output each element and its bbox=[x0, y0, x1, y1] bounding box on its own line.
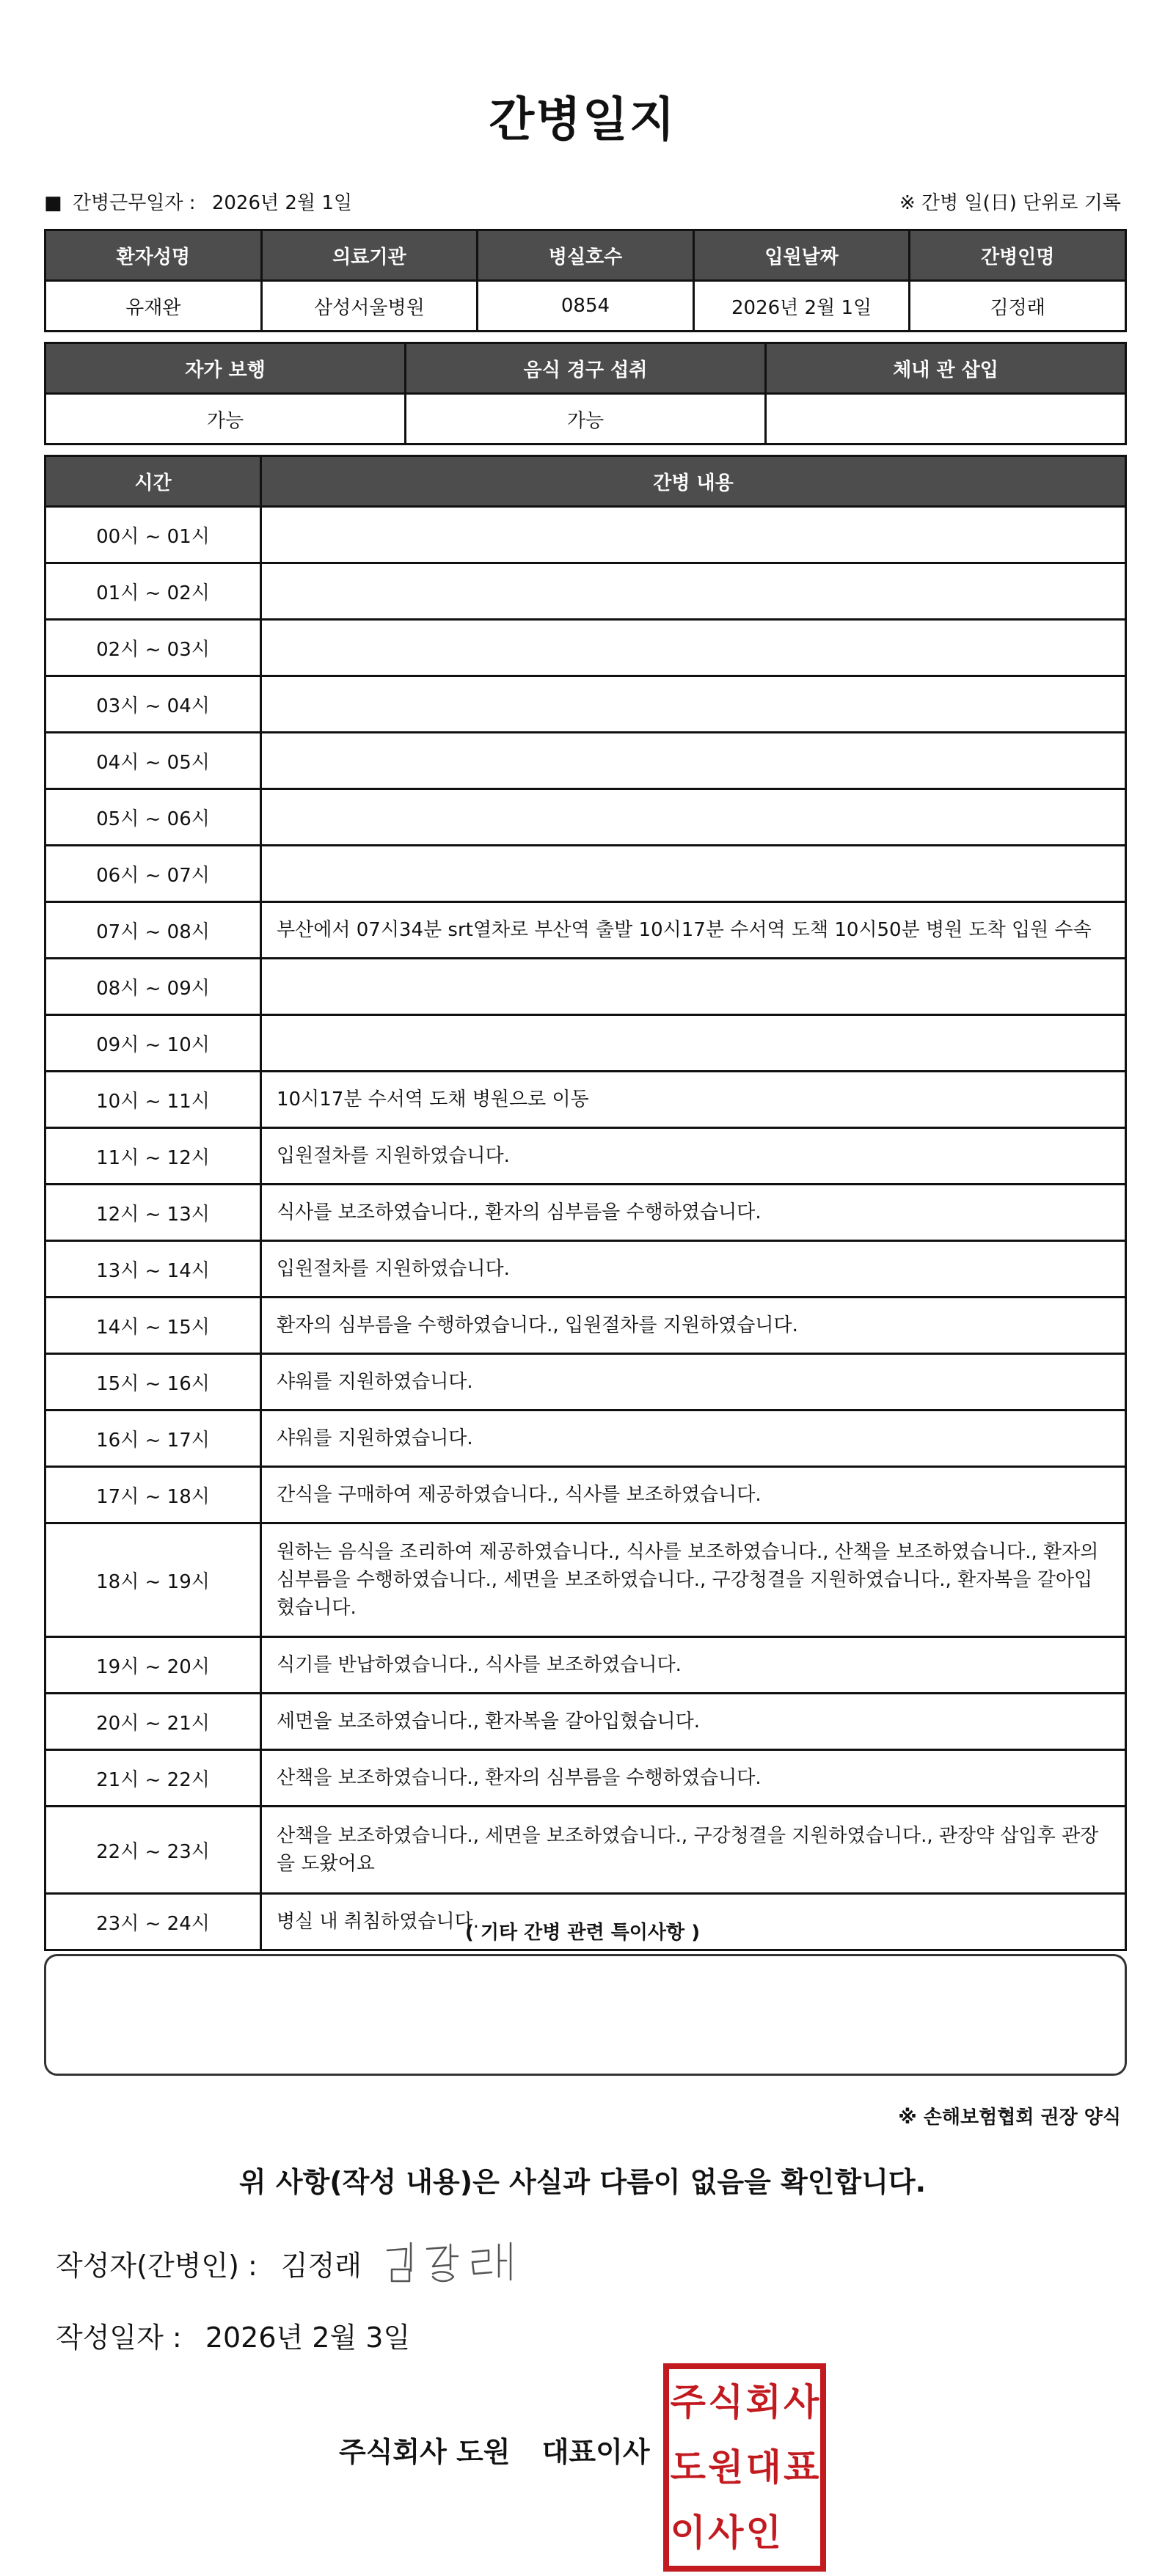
row-time: 05시 ~ 06시 bbox=[45, 789, 261, 846]
row-time: 21시 ~ 22시 bbox=[45, 1750, 261, 1807]
table-row bbox=[45, 1241, 1126, 1298]
header-admission-date: 입원날짜 bbox=[693, 230, 910, 281]
table-row bbox=[45, 563, 1126, 620]
row-note bbox=[261, 733, 1126, 789]
table-row bbox=[45, 733, 1126, 789]
written-date-line bbox=[56, 2315, 410, 2355]
row-time: 12시 ~ 13시 bbox=[45, 1185, 261, 1241]
header-care-content: 간병 내용 bbox=[261, 456, 1126, 507]
work-date bbox=[44, 188, 352, 215]
table-row bbox=[45, 1637, 1126, 1694]
row-note: 식사를 보조하였습니다., 환자의 심부름을 수행하였습니다. bbox=[261, 1185, 1126, 1241]
row-note: 산책을 보조하였습니다., 세면을 보조하였습니다., 구강청결을 지원하였습니다., 관장약 삽입후 관장을 도왔어요 bbox=[261, 1807, 1126, 1894]
table-row bbox=[45, 1185, 1126, 1241]
header-time: 시간 bbox=[45, 456, 261, 507]
row-note: 입원절차를 지원하였습니다. bbox=[261, 1241, 1126, 1298]
row-time: 04시 ~ 05시 bbox=[45, 733, 261, 789]
row-note: 세면을 보조하였습니다., 환자복을 갈아입혔습니다. bbox=[261, 1694, 1126, 1750]
header-hospital: 의료기관 bbox=[261, 230, 478, 281]
caregiver-name: 김정래 bbox=[910, 281, 1126, 332]
company-line bbox=[339, 2429, 650, 2470]
row-time: 07시 ~ 08시 bbox=[45, 902, 261, 959]
row-note bbox=[261, 789, 1126, 846]
document-title: 간병일지 bbox=[489, 93, 676, 147]
oral-intake: 가능 bbox=[406, 394, 766, 444]
patient-table-header-row bbox=[45, 230, 1126, 281]
row-time: 20시 ~ 21시 bbox=[45, 1694, 261, 1750]
row-time: 18시 ~ 19시 bbox=[45, 1523, 261, 1637]
table-row bbox=[45, 1128, 1126, 1185]
room-number: 0854 bbox=[478, 281, 694, 332]
bullet-square-icon: ■ bbox=[44, 192, 62, 214]
row-time: 23시 ~ 24시 bbox=[45, 1894, 261, 1950]
table-row bbox=[45, 789, 1126, 846]
table-row bbox=[45, 1298, 1126, 1354]
table-row bbox=[45, 1523, 1126, 1637]
writer-name: 김정래 bbox=[280, 2250, 362, 2282]
handwritten-signature bbox=[381, 2237, 521, 2288]
row-note bbox=[261, 959, 1126, 1015]
table-row bbox=[45, 1072, 1126, 1128]
row-note: 식기를 반납하였습니다., 식사를 보조하였습니다. bbox=[261, 1637, 1126, 1694]
row-time: 00시 ~ 01시 bbox=[45, 507, 261, 563]
header-tube-insertion: 체내 관 삽입 bbox=[766, 343, 1126, 394]
care-log-table bbox=[44, 455, 1127, 1951]
table-row bbox=[45, 1015, 1126, 1072]
patient-table-value-row bbox=[45, 281, 1126, 332]
row-note: 샤워를 지원하였습니다. bbox=[261, 1354, 1126, 1410]
row-note bbox=[261, 846, 1126, 902]
patient-name: 유재완 bbox=[45, 281, 262, 332]
header-room-number: 병실호수 bbox=[478, 230, 694, 281]
row-note: 샤워를 지원하였습니다. bbox=[261, 1410, 1126, 1467]
row-note bbox=[261, 507, 1126, 563]
row-note: 병실 내 취침하였습니다. bbox=[261, 1894, 1126, 1950]
row-time: 08시 ~ 09시 bbox=[45, 959, 261, 1015]
table-row bbox=[45, 1807, 1126, 1894]
row-time: 03시 ~ 04시 bbox=[45, 676, 261, 733]
header-self-walking: 자가 보행 bbox=[45, 343, 406, 394]
table-row bbox=[45, 846, 1126, 902]
remarks-title: ( 기타 간병 관련 특이사항 ) bbox=[464, 1922, 701, 1944]
status-table-value-row bbox=[45, 394, 1126, 444]
header-patient-name: 환자성명 bbox=[45, 230, 262, 281]
row-time: 19시 ~ 20시 bbox=[45, 1637, 261, 1694]
admission-date: 2026년 2월 1일 bbox=[693, 281, 910, 332]
work-date-label: 간병근무일자 : bbox=[72, 192, 196, 214]
row-time: 10시 ~ 11시 bbox=[45, 1072, 261, 1128]
written-date-value: 2026년 2월 3일 bbox=[205, 2321, 411, 2354]
row-note: 10시17분 수서역 도채 병원으로 이동 bbox=[261, 1072, 1126, 1128]
row-time: 11시 ~ 12시 bbox=[45, 1128, 261, 1185]
row-note bbox=[261, 676, 1126, 733]
row-note: 부산에서 07시34분 srt열차로 부산역 출발 10시17분 수서역 도책 10시50분 병원 도착 입원 수속 bbox=[261, 902, 1126, 959]
confirmation-statement: 위 사항(작성 내용)은 사실과 다름이 없음을 확인합니다. bbox=[238, 2166, 927, 2198]
row-note bbox=[261, 563, 1126, 620]
table-row bbox=[45, 1467, 1126, 1523]
form-footnote: ※ 손해보험협회 권장 양식 bbox=[898, 2107, 1121, 2129]
table-row bbox=[45, 1694, 1126, 1750]
hospital: 삼성서울병원 bbox=[261, 281, 478, 332]
company-seal-stamp: 주 식 회 사 도 원 대 표 이 사 인 bbox=[663, 2363, 826, 2572]
row-time: 22시 ~ 23시 bbox=[45, 1807, 261, 1894]
row-note: 입원절차를 지원하였습니다. bbox=[261, 1128, 1126, 1185]
company-name: 주식회사 도원 bbox=[339, 2436, 511, 2468]
written-date-label: 작성일자 : bbox=[56, 2321, 182, 2354]
row-time: 17시 ~ 18시 bbox=[45, 1467, 261, 1523]
table-row bbox=[45, 902, 1126, 959]
patient-status-table bbox=[44, 342, 1127, 445]
care-log-header-row bbox=[45, 456, 1126, 507]
company-title: 대표이사 bbox=[541, 2436, 650, 2468]
row-note bbox=[261, 1015, 1126, 1072]
writer-label: 작성자(간병인) : bbox=[56, 2250, 258, 2282]
table-row bbox=[45, 676, 1126, 733]
table-row bbox=[45, 1410, 1126, 1467]
work-date-value: 2026년 2월 1일 bbox=[211, 192, 352, 214]
row-note: 간식을 구매하여 제공하였습니다., 식사를 보조하였습니다. bbox=[261, 1467, 1126, 1523]
table-row bbox=[45, 959, 1126, 1015]
tube-insertion bbox=[766, 394, 1126, 444]
row-time: 02시 ~ 03시 bbox=[45, 620, 261, 676]
row-note: 환자의 심부름을 수행하였습니다., 입원절차를 지원하였습니다. bbox=[261, 1298, 1126, 1354]
row-time: 01시 ~ 02시 bbox=[45, 563, 261, 620]
row-time: 13시 ~ 14시 bbox=[45, 1241, 261, 1298]
table-row bbox=[45, 1354, 1126, 1410]
self-walking: 가능 bbox=[45, 394, 406, 444]
status-table-header-row bbox=[45, 343, 1126, 394]
row-time: 16시 ~ 17시 bbox=[45, 1410, 261, 1467]
table-row bbox=[45, 507, 1126, 563]
row-time: 06시 ~ 07시 bbox=[45, 846, 261, 902]
table-row bbox=[45, 1750, 1126, 1807]
row-note bbox=[261, 620, 1126, 676]
row-time: 09시 ~ 10시 bbox=[45, 1015, 261, 1072]
header-oral-intake: 음식 경구 섭취 bbox=[406, 343, 766, 394]
remarks-box bbox=[44, 1954, 1127, 2076]
row-note: 산책을 보조하였습니다., 환자의 심부름을 수행하였습니다. bbox=[261, 1750, 1126, 1807]
row-time: 14시 ~ 15시 bbox=[45, 1298, 261, 1354]
header-caregiver-name: 간병인명 bbox=[910, 230, 1126, 281]
patient-info-table bbox=[44, 229, 1127, 332]
table-row bbox=[45, 620, 1126, 676]
record-note: ※ 간병 일(日) 단위로 기록 bbox=[899, 192, 1121, 214]
row-time: 15시 ~ 16시 bbox=[45, 1354, 261, 1410]
writer-line bbox=[56, 2243, 362, 2283]
row-note: 원하는 음식을 조리하여 제공하였습니다., 식사를 보조하였습니다., 산책을 보조하였습니다., 환자의 심부름을 수행하였습니다., 세면을 보조하였습니다., 구강청결을 지원하였습니다., 환자복을 갈아입혔습니다. bbox=[261, 1523, 1126, 1637]
